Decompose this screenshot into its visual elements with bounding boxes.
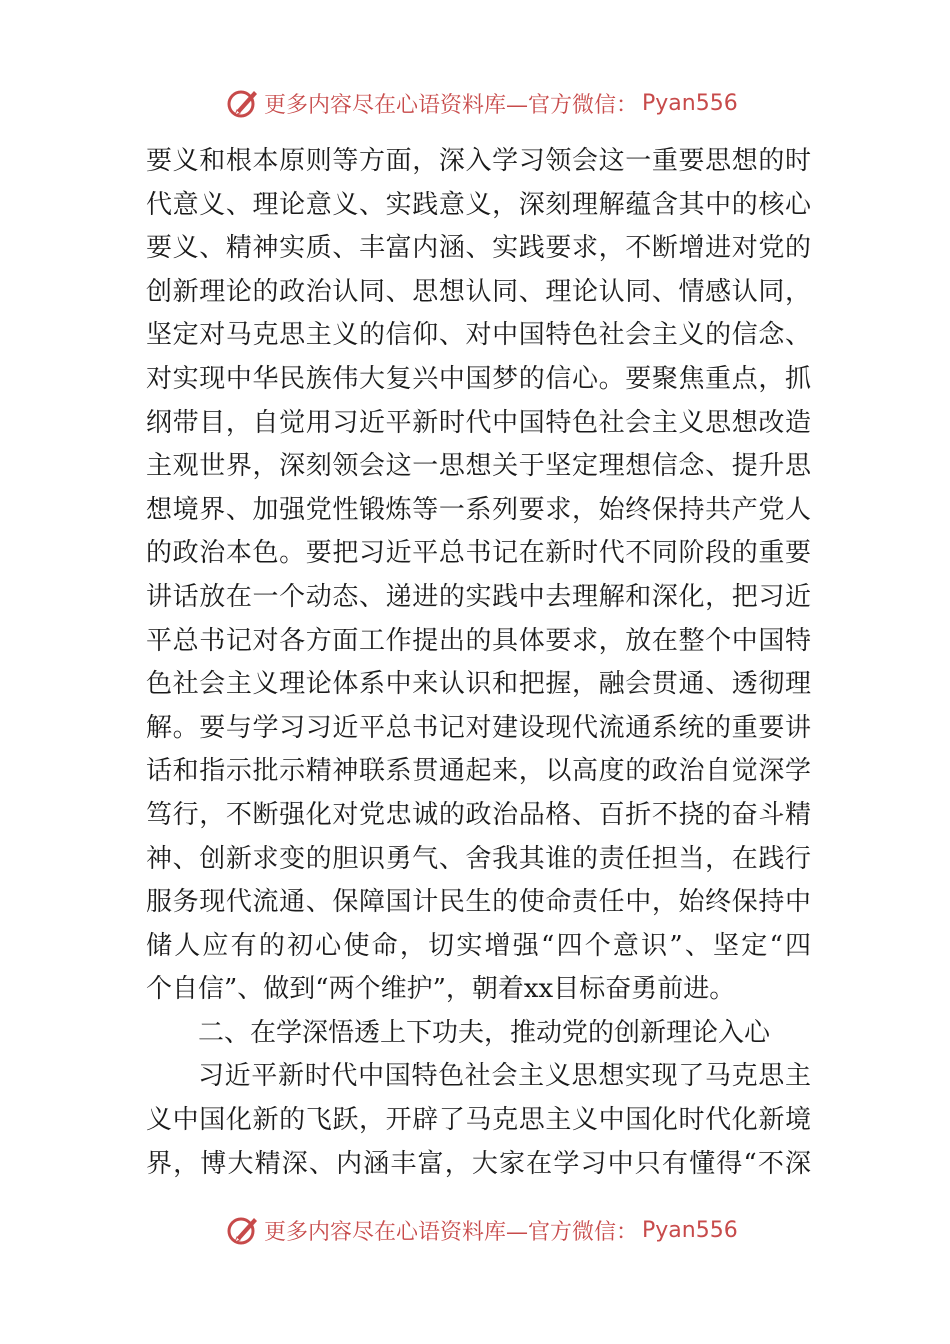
text-line: 创新理论的政治认同、思想认同、理论认同、情感认同， (146, 276, 811, 307)
footer-banner-text: 更多内容尽在心语资料库—官方微信： (264, 1219, 639, 1245)
document-body (146, 140, 811, 1186)
paragraph-first-line: 习近平新时代中国特色社会主义思想实现了马克思主 (198, 1061, 811, 1092)
text-line: 对实现中华民族伟大复兴中国梦的信心。要聚焦重点，抓 (146, 363, 811, 394)
pen-logo-icon (226, 1213, 260, 1247)
footer-banner (226, 1213, 738, 1247)
text-line: 平总书记对各方面工作提出的具体要求，放在整个中国特 (146, 625, 811, 656)
header-wechat-id: Pyan556 (642, 90, 738, 116)
header-banner (226, 86, 738, 120)
text-line: 要义和根本原则等方面，深入学习领会这一重要思想的时 (146, 146, 811, 176)
text-line: 纲带目，自觉用习近平新时代中国特色社会主义思想改造 (146, 407, 811, 438)
pen-logo-icon (226, 86, 260, 120)
text-line: 义中国化新的飞跃，开辟了马克思主义中国化时代化新境 (146, 1105, 811, 1136)
text-line: 讲话放在一个动态、递进的实践中去理解和深化，把习近 (146, 581, 811, 612)
text-line: 个自信”、做到“两个维护”，朝着xx目标奋勇前进。 (146, 974, 736, 1005)
text-line: 想境界、加强党性锻炼等一系列要求，始终保持共产党人 (146, 494, 811, 525)
text-line: 服务现代流通、保障国计民生的使命责任中，始终保持中 (146, 887, 811, 918)
text-line: 主观世界，深刻领会这一思想关于坚定理想信念、提升思 (146, 451, 811, 482)
text-line: 笃行，不断强化对党忠诚的政治品格、百折不挠的奋斗精 (146, 799, 811, 830)
footer-wechat-id: Pyan556 (642, 1217, 738, 1243)
text-line: 解。要与学习习近平总书记对建设现代流通系统的重要讲 (146, 712, 811, 743)
text-line: 界，博大精深、内涵丰富，大家在学习中只有懂得“不深 (146, 1148, 811, 1179)
text-line: 的政治本色。要把习近平总书记在新时代不同阶段的重要 (146, 538, 811, 569)
text-line: 神、创新求变的胆识勇气、舍我其谁的责任担当，在践行 (146, 843, 811, 874)
header-banner-text: 更多内容尽在心语资料库—官方微信： (264, 92, 639, 118)
text-line: 话和指示批示精神联系贯通起来，以高度的政治自觉深学 (146, 756, 811, 787)
text-line: 代意义、理论意义、实践意义，深刻理解蕴含其中的核心 (146, 189, 811, 220)
text-line: 色社会主义理论体系中来认识和把握，融会贯通、透彻理 (146, 669, 811, 700)
section-heading: 二、在学深悟透上下功夫，推动党的创新理论入心 (198, 1017, 771, 1048)
text-line: 要义、精神实质、丰富内涵、实践要求，不断增进对党的 (146, 233, 811, 264)
text-line: 储人应有的初心使命，切实增强“四个意识”、坚定“四 (146, 930, 811, 961)
text-line: 坚定对马克思主义的信仰、对中国特色社会主义的信念、 (146, 320, 811, 351)
